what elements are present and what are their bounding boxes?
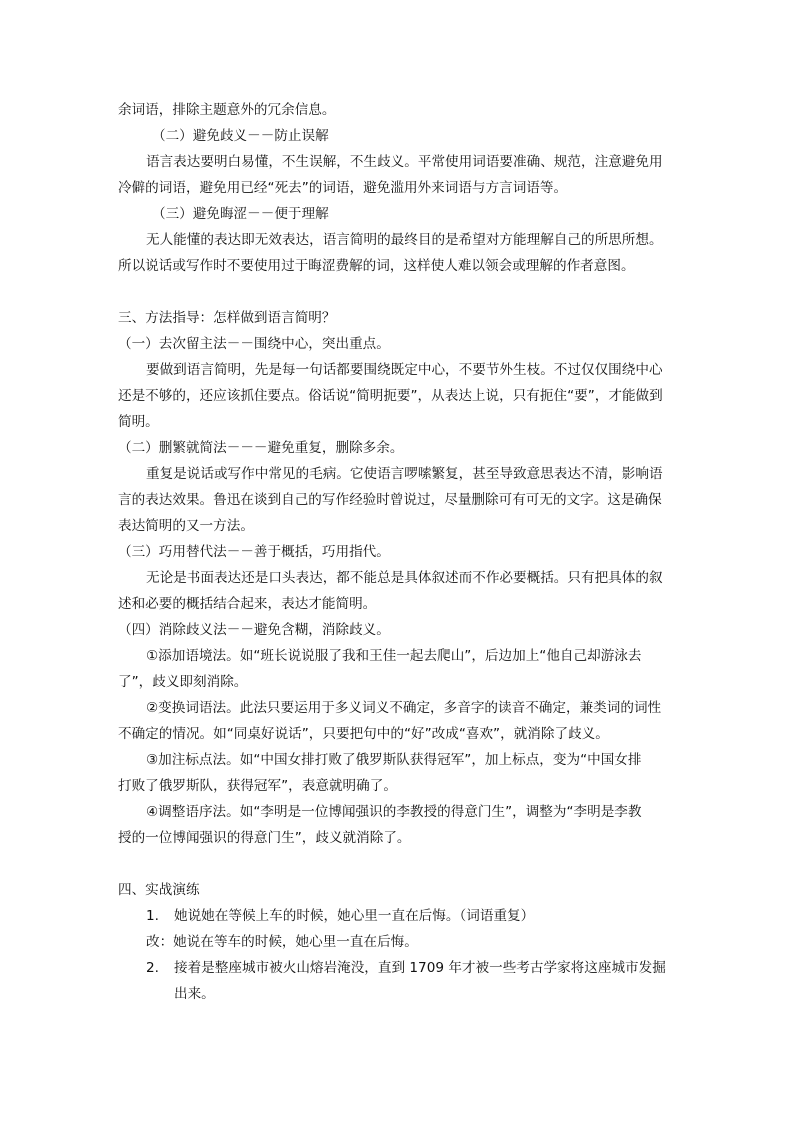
paragraph-line: ①添加语境法。如“班长说说服了我和王佳一起去爬山”，后边加上“他自己却游泳去 (146, 648, 642, 664)
paragraph-line: 无论是书面表达还是口头表达，都不能总是具体叙述而不作必要概括。只有把具体的叙 (146, 570, 663, 586)
paragraph-line: 所以说话或写作时不要使用过于晦涩费解的词，这样使人难以领会或理解的作者意图。 (118, 258, 635, 274)
paragraph-line: 还是不够的，还应该抓住要点。俗话说“简明扼要”，从表达上说，只有扼住“要”，才能做到 (118, 388, 663, 404)
subheading: （二）避免歧义－－防止误解 (152, 128, 329, 144)
section-heading: 四、实战演练 (118, 882, 200, 898)
paragraph-line: 打败了俄罗斯队，获得冠军”，表意就明确了。 (118, 778, 397, 794)
paragraph-line: 冷僻的词语，避免用已经“死去”的词语，避免滥用外来词语与方言词语等。 (118, 180, 568, 196)
paragraph-line: 言的表达效果。鲁迅在谈到自己的写作经验时曾说过，尽量删除可有可无的文字。这是确保 (118, 492, 662, 508)
subheading: （三）巧用替代法－－善于概括，巧用指代。 (118, 544, 390, 560)
paragraph-line: ②变换词语法。此法只要运用于多义词义不确定，多音字的读音不确定，兼类词的词性 (146, 700, 662, 716)
list-item-text: 她说她在等候上车的时候，她心里一直在后悔。（词语重复） (174, 908, 535, 924)
paragraph-line: 改：她说在等车的时候，她心里一直在后悔。 (146, 934, 418, 950)
paragraph-line: 不确定的情况。如“同桌好说话”，只要把句中的“好”改成“喜欢”，就消除了歧义。 (118, 726, 609, 742)
section-heading: 三、方法指导：怎样做到语言简明？ (118, 310, 336, 326)
paragraph-line: 重复是说话或写作中常见的毛病。它使语言啰嗦繁复，甚至导致意思表达不清，影响语 (146, 466, 663, 482)
list-number: 1. (146, 908, 159, 924)
paragraph-line: 了”，歧义即刻消除。 (118, 674, 248, 690)
paragraph-line: 语言表达要明白易懂，不生误解，不生歧义。平常使用词语要准确、规范，注意避免用 (146, 154, 663, 170)
subheading: （四）消除歧义法－－避免含糊，消除歧义。 (118, 622, 390, 638)
list-number: 2. (146, 960, 159, 976)
paragraph-line: 要做到语言简明，先是每一句话都要围绕既定中心，不要节外生枝。不过仅仅围绕中心 (146, 362, 663, 378)
paragraph-line: ④调整语序法。如“李明是一位博闻强识的李教授的得意门生”，调整为“李明是李教 (146, 804, 642, 820)
paragraph-line: ③加注标点法。如“中国女排打败了俄罗斯队获得冠军”，加上标点，变为“中国女排 (146, 752, 642, 768)
subheading: （一）去次留主法－－围绕中心，突出重点。 (118, 336, 390, 352)
list-item-text: 出来。 (174, 986, 215, 1002)
paragraph-line: 表达简明的又一方法。 (118, 518, 254, 534)
list-item-text: 接着是整座城市被火山熔岩淹没，直到 1709 年才被一些考古学家将这座城市发掘 (174, 960, 666, 976)
paragraph-line: 无人能懂的表达即无效表达，语言简明的最终目的是希望对方能理解自己的所思所想。 (146, 232, 663, 248)
subheading: （二）删繁就简法－－－避免重复，删除多余。 (118, 440, 404, 456)
paragraph-line: 述和必要的概括结合起来，表达才能简明。 (118, 596, 377, 612)
text-line: 余词语，排除主题意外的冗余信息。 (118, 102, 336, 118)
paragraph-line: 简明。 (118, 414, 159, 430)
subheading: （三）避免晦涩－－便于理解 (152, 206, 329, 222)
paragraph-line: 授的一位博闻强识的得意门生”，歧义就消除了。 (118, 830, 411, 846)
